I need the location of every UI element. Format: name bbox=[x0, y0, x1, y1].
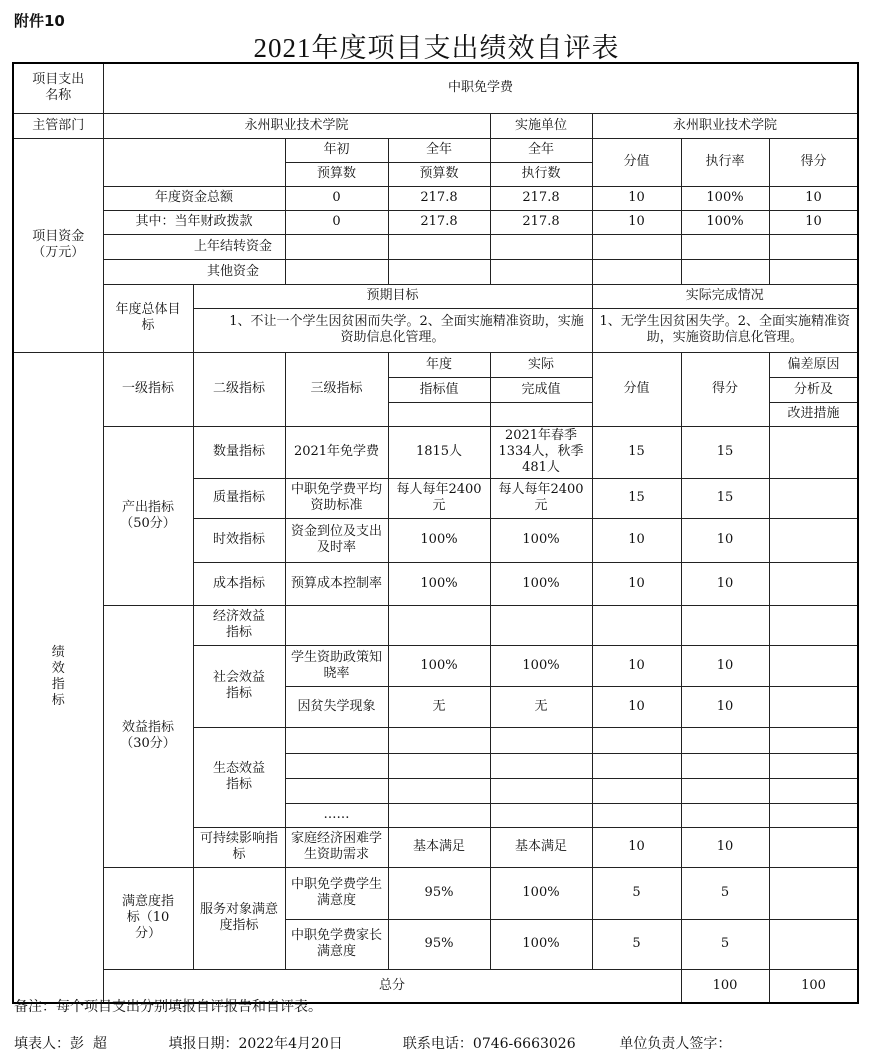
funds-h-exec-2: 执行数 bbox=[490, 162, 592, 186]
impl-value: 永州职业技术学院 bbox=[592, 113, 858, 138]
perf-h-level1: 一级指标 bbox=[103, 352, 193, 426]
funds-row-score: 10 bbox=[769, 210, 858, 234]
benefit-social: 社会效益指标 bbox=[193, 645, 285, 727]
output-target: 每人每年2400元 bbox=[388, 478, 490, 518]
total-score: 100 bbox=[769, 969, 858, 1003]
output-l2: 数量指标 bbox=[193, 426, 285, 478]
benefit-score: 10 bbox=[681, 827, 769, 867]
output-actual: 2021年春季1334人，秋季481人 bbox=[490, 426, 592, 478]
benefit-l3: 家庭经济困难学生资助需求 bbox=[285, 827, 388, 867]
satisfaction-value: 5 bbox=[592, 919, 681, 969]
perf-h-dev-2: 分析及 bbox=[769, 377, 858, 402]
contact-phone: 联系电话：0746-6663026 bbox=[402, 1036, 576, 1052]
goals-actual-text: 1、无学生因贫困失学。2、全面实施精准资助，实施资助信息化管理。 bbox=[592, 308, 858, 352]
total-value: 100 bbox=[681, 969, 769, 1003]
satisfaction-actual: 100% bbox=[490, 867, 592, 919]
funds-row-score-value: 10 bbox=[592, 210, 681, 234]
output-l3: 2021年免学费 bbox=[285, 426, 388, 478]
funds-label: 项目资金（万元） bbox=[13, 138, 103, 352]
output-score: 10 bbox=[681, 562, 769, 605]
funds-row-rate: 100% bbox=[681, 186, 769, 210]
benefit-l3: 因贫失学现象 bbox=[285, 686, 388, 727]
funds-row-full: 217.8 bbox=[388, 186, 490, 210]
goals-expected-label: 预期目标 bbox=[193, 284, 592, 308]
output-l2: 时效指标 bbox=[193, 518, 285, 562]
output-l3: 中职免学费平均资助标准 bbox=[285, 478, 388, 518]
perf-h-level2: 二级指标 bbox=[193, 352, 285, 426]
satisfaction-value: 5 bbox=[592, 867, 681, 919]
goals-label: 年度总体目标 bbox=[103, 284, 193, 352]
output-actual: 100% bbox=[490, 518, 592, 562]
goals-actual-label: 实际完成情况 bbox=[592, 284, 858, 308]
benefit-eco: 生态效益指标 bbox=[193, 727, 285, 827]
perf-h-dev-3: 改进措施 bbox=[769, 402, 858, 426]
satisfaction-score: 5 bbox=[681, 919, 769, 969]
output-l2: 成本指标 bbox=[193, 562, 285, 605]
perf-h-dev-1: 偏差原因 bbox=[769, 352, 858, 377]
funds-row-name: 年度资金总额 bbox=[103, 186, 285, 210]
satisfaction-l3: 中职免学费家长满意度 bbox=[285, 919, 388, 969]
perf-h-score: 得分 bbox=[681, 352, 769, 426]
footer-info bbox=[14, 1033, 731, 1053]
funds-row-name: 上年结转资金 bbox=[103, 234, 285, 259]
funds-h-full-1: 全年 bbox=[388, 138, 490, 162]
funds-h-initial-1: 年初 bbox=[285, 138, 388, 162]
benefit-value: 10 bbox=[592, 827, 681, 867]
funds-row-score-value: 10 bbox=[592, 186, 681, 210]
output-l3: 预算成本控制率 bbox=[285, 562, 388, 605]
benefit-target: 100% bbox=[388, 645, 490, 686]
funds-row-initial: 0 bbox=[285, 210, 388, 234]
dept-value: 永州职业技术学院 bbox=[103, 113, 490, 138]
funds-row-exec: 217.8 bbox=[490, 186, 592, 210]
funds-h-exec-rate: 执行率 bbox=[681, 138, 769, 186]
satisfaction-actual: 100% bbox=[490, 919, 592, 969]
impl-label: 实施单位 bbox=[490, 113, 592, 138]
perf-h-score-value: 分值 bbox=[592, 352, 681, 426]
benefit-value: 10 bbox=[592, 686, 681, 727]
funds-row-rate: 100% bbox=[681, 210, 769, 234]
output-actual: 每人每年2400元 bbox=[490, 478, 592, 518]
perf-h-target-2: 指标值 bbox=[388, 377, 490, 402]
goals-expected-text: 1、不让一个学生因贫困而失学。2、全面实施精准资助，实施资助信息化管理。 bbox=[193, 308, 592, 352]
funds-row-full: 217.8 bbox=[388, 210, 490, 234]
benefit-eco-dots: …… bbox=[285, 803, 388, 827]
output-target: 100% bbox=[388, 518, 490, 562]
self-evaluation-table bbox=[12, 62, 859, 1004]
output-value: 10 bbox=[592, 562, 681, 605]
output-score: 15 bbox=[681, 426, 769, 478]
benefit-actual: 100% bbox=[490, 645, 592, 686]
filler-name: 填表人：彭 超 bbox=[14, 1036, 107, 1052]
project-name-value: 中职免学费 bbox=[103, 63, 858, 113]
benefit-sustain: 可持续影响指标 bbox=[193, 827, 285, 867]
output-label: 产出指标（50分） bbox=[103, 426, 193, 605]
funds-row-initial: 0 bbox=[285, 186, 388, 210]
funds-h-score-value: 分值 bbox=[592, 138, 681, 186]
fill-date: 填报日期：2022年4月20日 bbox=[168, 1036, 343, 1052]
satisfaction-l2: 服务对象满意度指标 bbox=[193, 867, 285, 969]
benefit-economic: 经济效益指标 bbox=[193, 605, 285, 645]
attachment-label: 附件10 bbox=[14, 12, 65, 30]
total-label: 总分 bbox=[103, 969, 681, 1003]
benefit-target: 无 bbox=[388, 686, 490, 727]
output-target: 1815人 bbox=[388, 426, 490, 478]
output-l3: 资金到位及支出及时率 bbox=[285, 518, 388, 562]
funds-h-exec-1: 全年 bbox=[490, 138, 592, 162]
output-l2: 质量指标 bbox=[193, 478, 285, 518]
perf-h-level3: 三级指标 bbox=[285, 352, 388, 426]
benefit-actual: 基本满足 bbox=[490, 827, 592, 867]
output-value: 15 bbox=[592, 426, 681, 478]
funds-h-score: 得分 bbox=[769, 138, 858, 186]
page-title: 2021年度项目支出绩效自评表 bbox=[253, 33, 620, 63]
benefit-value: 10 bbox=[592, 645, 681, 686]
funds-h-initial-2: 预算数 bbox=[285, 162, 388, 186]
satisfaction-target: 95% bbox=[388, 867, 490, 919]
funds-row-name: 其中：当年财政拨款 bbox=[103, 210, 285, 234]
funds-h-full-2: 预算数 bbox=[388, 162, 490, 186]
output-target: 100% bbox=[388, 562, 490, 605]
satisfaction-label: 满意度指标（10分） bbox=[103, 867, 193, 969]
benefit-actual: 无 bbox=[490, 686, 592, 727]
perf-label: 绩效指标 bbox=[13, 352, 103, 1003]
output-score: 15 bbox=[681, 478, 769, 518]
perf-h-actual-2: 完成值 bbox=[490, 377, 592, 402]
benefit-label: 效益指标（30分） bbox=[103, 605, 193, 867]
benefit-l3: 学生资助政策知晓率 bbox=[285, 645, 388, 686]
remark-note: 备注：每个项目支出分别填报自评报告和自评表。 bbox=[14, 999, 322, 1015]
dept-label: 主管部门 bbox=[13, 113, 103, 138]
benefit-score: 10 bbox=[681, 686, 769, 727]
funds-row-name: 其他资金 bbox=[103, 259, 285, 284]
perf-h-actual-1: 实际 bbox=[490, 352, 592, 377]
satisfaction-target: 95% bbox=[388, 919, 490, 969]
benefit-target: 基本满足 bbox=[388, 827, 490, 867]
funds-row-exec: 217.8 bbox=[490, 210, 592, 234]
satisfaction-l3: 中职免学费学生满意度 bbox=[285, 867, 388, 919]
project-name-label: 项目支出名称 bbox=[13, 63, 103, 113]
output-score: 10 bbox=[681, 518, 769, 562]
leader-signature: 单位负责人签字： bbox=[619, 1036, 732, 1052]
output-value: 15 bbox=[592, 478, 681, 518]
output-value: 10 bbox=[592, 518, 681, 562]
funds-header-blank bbox=[103, 138, 285, 186]
output-actual: 100% bbox=[490, 562, 592, 605]
satisfaction-score: 5 bbox=[681, 867, 769, 919]
benefit-score: 10 bbox=[681, 645, 769, 686]
funds-row-score: 10 bbox=[769, 186, 858, 210]
perf-h-target-1: 年度 bbox=[388, 352, 490, 377]
